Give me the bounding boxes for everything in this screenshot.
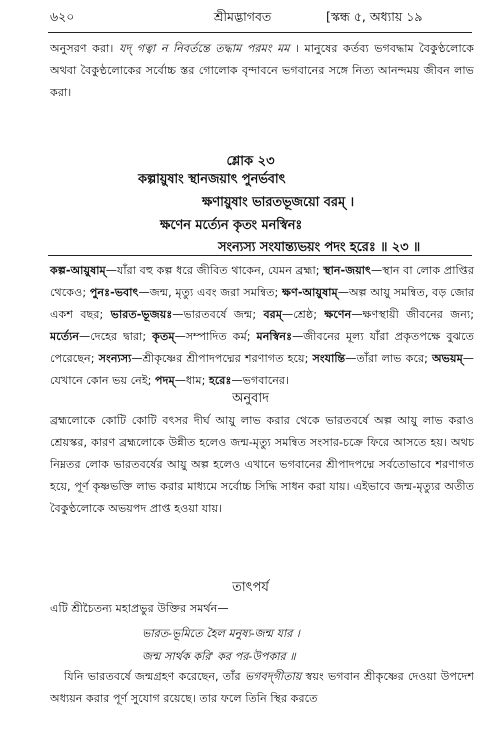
purport-text-a: যিনি ভারতবর্ষে জন্মগ্রহণ করেছেন, তাঁর — [64, 670, 245, 683]
intro-text-a: অনুসরণ করা। — [50, 42, 119, 55]
translation-heading: অনুবাদ — [232, 391, 269, 406]
purport-intro — [50, 598, 474, 620]
syn-term: কৃতম্ — [152, 330, 175, 343]
syn-term: মর্ত্যেন — [50, 330, 80, 343]
translation-text — [50, 410, 474, 520]
syn-term: ভারত-ভূজয়ঃ — [110, 308, 173, 321]
purport-verse-1: ভারত-ভূমিতে হৈল মনুষ্য-জন্ম যার । — [142, 627, 300, 640]
purport-paragraph — [50, 666, 474, 710]
purport-intro-text: এটি শ্রীচৈতন্য মহাপ্রভুর উক্তির সমর্থন— — [50, 602, 229, 615]
intro-text-b: । মানুষের কর্তব্য ভগবদ্ধাম বৈকুণ্ঠলোকে অথবা বৈকুণ্ঠলোকের সর্বোচ্চ স্তর গোলোক বৃন্দাবনে ভগবানের সঙ্গে নিত্য আনন্দময় জীবন লাভ করা। — [50, 42, 475, 99]
sloka-line-3: ক্ষণেন মর্ত্যেন কৃতং মনস্বিনঃ — [160, 218, 303, 233]
syn-meaning: —শ্রেষ্ঠ; — [282, 308, 325, 321]
synonyms — [50, 260, 474, 392]
syn-term: পুনঃ-ভবাৎ — [89, 286, 139, 299]
sloka-rule — [48, 255, 472, 256]
syn-term: স্থান-জয়াৎ — [323, 264, 372, 277]
syn-term: হরেঃ — [208, 374, 232, 387]
syn-meaning: —ক্ষণস্থায়ী জীবনের জন্য; — [351, 308, 474, 321]
syn-term: ক্ষণ-আয়ুষাম্ — [282, 286, 338, 299]
chapter-label: [স্কন্ধ ৫, অধ্যায় ১৯ — [326, 9, 423, 24]
syn-term: অভয়ম্ — [431, 352, 463, 365]
sloka-title: শ্লোক ২৩ — [226, 154, 275, 169]
syn-meaning: —তাঁরা লাভ করে; — [345, 352, 432, 365]
sloka-line-4: সংন্যস্য সংযান্ত্যভয়ং পদং হরেঃ ॥ ২৩ ॥ — [218, 240, 421, 255]
syn-meaning: —যেখানে কোন ভয় নেই; — [50, 352, 474, 387]
sloka-line-2: ক্ষণায়ুষাং ভারতভূজয়ো বরম্ । — [202, 195, 355, 210]
syn-term: কল্প-আয়ুষাম্ — [50, 264, 106, 277]
intro-quote: যদ্ গত্বা ন নিবর্তন্তে তদ্ধাম পরমং মম — [118, 42, 290, 55]
syn-meaning: —যাঁরা বহু কল্প ধরে জীবিত থাকেন, যেমন ব্রহ্মা; — [105, 264, 324, 277]
syn-meaning: —শ্রীকৃষ্ণের শ্রীপাদপদ্মের শরণাগত হয়ে; — [131, 352, 313, 365]
sloka-line-1: কল্পায়ুষাং স্থানজয়াৎ পুনর্ভবাৎ — [138, 172, 286, 187]
syn-term: সংন্যস্য — [98, 352, 132, 365]
syn-meaning: —স্থান বা লোক প্রাপ্তির থেকেও; — [50, 264, 474, 299]
syn-meaning: —অল্প আয়ু সমন্বিত, বড় জোর একশ বছর; — [50, 286, 475, 321]
purport-heading: তাৎপর্য — [232, 580, 269, 595]
syn-meaning: —জীবনের মূল্য যাঁরা প্রকৃতপক্ষে বুঝতে পেরেছেন; — [50, 330, 474, 365]
syn-meaning: —ভগবানের। — [231, 374, 290, 387]
syn-term: ক্ষণেন — [324, 308, 352, 321]
syn-meaning: —সম্পাদিত কর্ম; — [174, 330, 257, 343]
purport-text-italic: ভগবদ্‌গীতায় — [244, 670, 302, 683]
syn-term: পদম্ — [155, 374, 175, 387]
translation-paragraph: ব্রহ্মলোকে কোটি কোটি বৎসর দীর্ঘ আয়ু লাভ করার থেকে ভারতবর্ষে অল্প আয়ু লাভ করাও শ্রেয়স্কর, কারণ ব্রহ্মলোকে উন্নীত হলেও জন্ম-মৃত্যু সমন্বিত সংসার-চক্রে ফিরে আসতে হয়। অথচ নিম্নতর লোক ভারতবর্ষের আয়ু অল্প হলেও এখানে ভগবানের শ্রীপাদপদ্মে সর্বতোভাবে শরণাগত হয়ে, পূর্ণ কৃষ্ণভক্তি লাভ করার মাধ্যমে সর্বোচ্চ সিদ্ধি সাধন করা যায়। এইভাবে জন্ম-মৃত্যুর অতীত বৈকুণ্ঠলোকে অভয়পদ প্রাপ্ত হওয়া যায়। — [50, 414, 474, 515]
syn-term: মনস্বিনঃ — [256, 330, 293, 343]
syn-term: বরম্ — [263, 308, 283, 321]
syn-meaning: —জন্ম, মৃত্যু এবং জরা সমন্বিত; — [138, 286, 283, 299]
intro-paragraph — [50, 38, 474, 104]
purport-text-b: স্বয়ং ভগবান শ্রীকৃষ্ণের দেওয়া উপদেশ অধ্যয়ন করার পূর্ণ সুযোগ রয়েছে। তার ফলে তিনি স্থির করতে — [50, 670, 474, 705]
book-title: শ্রীমদ্ভাগবত — [214, 9, 272, 24]
page-number: ৬২০ — [50, 9, 75, 24]
header-rule — [48, 32, 472, 33]
syn-term: সংযান্তি — [312, 352, 346, 365]
syn-meaning: —দেহের দ্বারা; — [79, 330, 153, 343]
syn-meaning: —ভারতবর্ষে জন্ম; — [172, 308, 264, 321]
purport-verse-2: জন্ম সার্থক করি' কর পর-উপকার ॥ — [142, 650, 296, 663]
syn-meaning: —ধাম; — [174, 374, 209, 387]
